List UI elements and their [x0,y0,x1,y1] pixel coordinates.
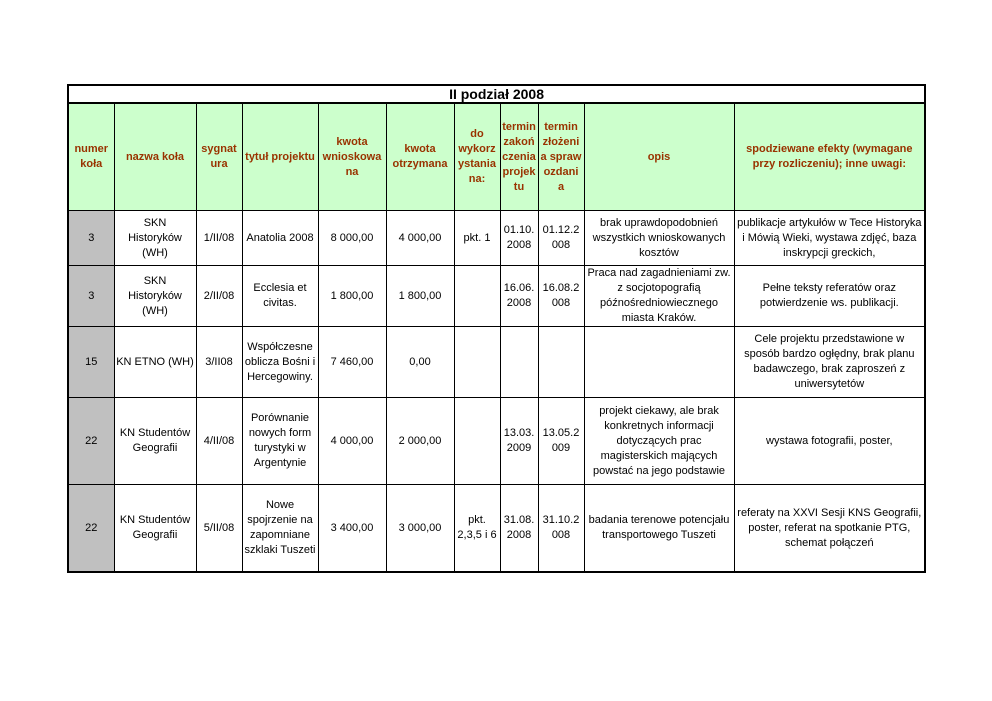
cell-do-wykorzystania: pkt. 1 [454,211,500,266]
cell-termin-zakonczenia: 31.08. 2008 [500,485,538,573]
cell-efekty: Cele projektu przedstawione w sposób bardzo ogłędny, brak planu badawczego, brak zaproszeń z uniwersytetów [734,327,925,398]
cell-opis [584,327,734,398]
table-row [68,398,925,485]
cell-kwota-otrzymana: 2 000,00 [386,398,454,485]
cell-kwota-otrzymana: 3 000,00 [386,485,454,573]
cell-efekty: Pełne teksty referatów oraz potwierdzenie ws. publikacji. [734,266,925,327]
cell-nazwa: SKN Historyków (WH) [114,211,196,266]
cell-sygnatura: 4/II/08 [196,398,242,485]
header-termin-zlozenia: termin złożeni a spraw ozdani a [538,103,584,211]
cell-sygnatura: 5/II/08 [196,485,242,573]
table-row [68,266,925,327]
cell-termin-zakonczenia [500,327,538,398]
cell-numer: 15 [68,327,114,398]
cell-do-wykorzystania: pkt. 2,3,5 i 6 [454,485,500,573]
grant-table [67,84,926,573]
cell-opis: brak uprawdopodobnień wszystkich wnioskowanych kosztów [584,211,734,266]
header-row [68,103,925,211]
cell-termin-zlozenia: 31.10.2 008 [538,485,584,573]
table-title: II podział 2008 [68,85,925,103]
cell-efekty: referaty na XXVI Sesji KNS Geografii, poster, referat na spotkanie PTG, schemat połączeń [734,485,925,573]
cell-numer: 22 [68,398,114,485]
cell-kwota-wnioskowana: 3 400,00 [318,485,386,573]
cell-do-wykorzystania [454,266,500,327]
cell-termin-zlozenia [538,327,584,398]
header-sygnatura: sygnat ura [196,103,242,211]
cell-opis: projekt ciekawy, ale brak konkretnych informacji dotyczących prac magisterskich mających powstać na jego podstawie [584,398,734,485]
cell-numer: 22 [68,485,114,573]
header-do-wykorzystania: do wykorz ystania na: [454,103,500,211]
cell-tytul: Współczesne oblicza Bośni i Hercegowiny. [242,327,318,398]
cell-termin-zakonczenia: 01.10. 2008 [500,211,538,266]
header-efekty: spodziewane efekty (wymagane przy rozliczeniu); inne uwagi: [734,103,925,211]
cell-sygnatura: 2/II/08 [196,266,242,327]
cell-efekty: wystawa fotografii, poster, [734,398,925,485]
cell-kwota-wnioskowana: 7 460,00 [318,327,386,398]
cell-tytul: Ecclesia et civitas. [242,266,318,327]
header-tytul: tytuł projektu [242,103,318,211]
cell-termin-zlozenia: 16.08.2 008 [538,266,584,327]
cell-nazwa: KN Studentów Geografii [114,398,196,485]
cell-kwota-otrzymana: 4 000,00 [386,211,454,266]
header-termin-zakonczenia: termin zakoń czenia projek tu [500,103,538,211]
cell-opis: badania terenowe potencjału transportowego Tuszeti [584,485,734,573]
cell-nazwa: SKN Historyków (WH) [114,266,196,327]
cell-nazwa: KN ETNO (WH) [114,327,196,398]
cell-tytul: Nowe spojrzenie na zapomniane szklaki Tuszeti [242,485,318,573]
cell-termin-zlozenia: 01.12.2 008 [538,211,584,266]
cell-termin-zlozenia: 13.05.2 009 [538,398,584,485]
cell-kwota-otrzymana: 0,00 [386,327,454,398]
cell-kwota-otrzymana: 1 800,00 [386,266,454,327]
table-row [68,327,925,398]
header-numer: numer koła [68,103,114,211]
cell-do-wykorzystania [454,327,500,398]
table-row [68,211,925,266]
header-opis: opis [584,103,734,211]
cell-tytul: Porównanie nowych form turystyki w Argentynie [242,398,318,485]
cell-numer: 3 [68,211,114,266]
cell-efekty: publikacje artykułów w Tece Historyka i Mówią Wieki, wystawa zdjęć, baza inskrypcji greckich, [734,211,925,266]
cell-nazwa: KN Studentów Geografii [114,485,196,573]
cell-numer: 3 [68,266,114,327]
cell-kwota-wnioskowana: 1 800,00 [318,266,386,327]
cell-kwota-wnioskowana: 4 000,00 [318,398,386,485]
cell-sygnatura: 3/II08 [196,327,242,398]
cell-do-wykorzystania [454,398,500,485]
cell-kwota-wnioskowana: 8 000,00 [318,211,386,266]
table-row [68,485,925,573]
cell-tytul: Anatolia 2008 [242,211,318,266]
header-nazwa: nazwa koła [114,103,196,211]
cell-termin-zakonczenia: 16.06. 2008 [500,266,538,327]
cell-termin-zakonczenia: 13.03. 2009 [500,398,538,485]
cell-opis: Praca nad zagadnieniami zw. z socjotopografią późnośredniowiecznego miasta Kraków. [584,266,734,327]
header-kwota-otrzymana: kwota otrzymana [386,103,454,211]
cell-sygnatura: 1/II/08 [196,211,242,266]
header-kwota-wnioskowana: kwota wnioskowa na [318,103,386,211]
